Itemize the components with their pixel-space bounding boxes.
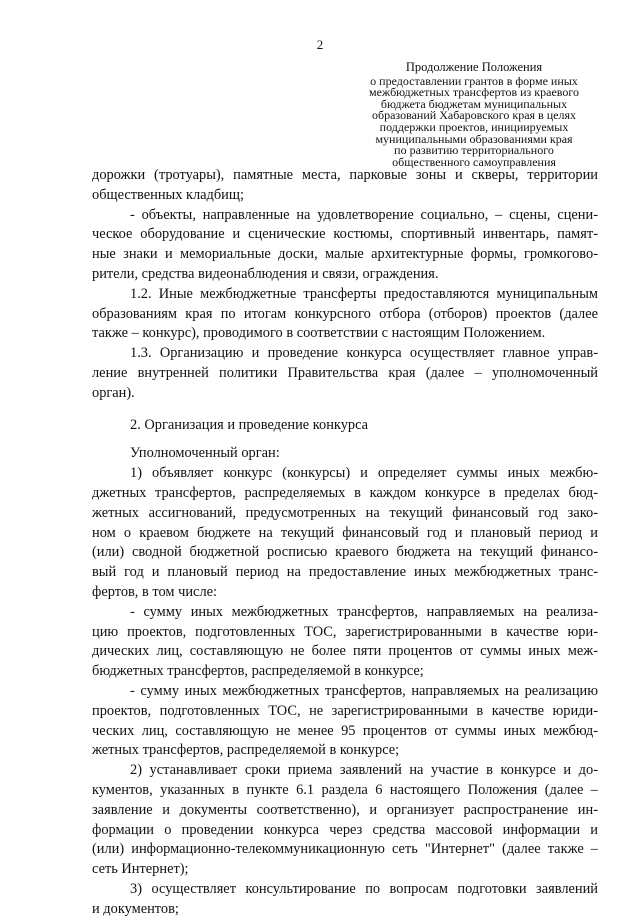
paragraph-line: - объекты, направленные на удовлетворение социально, – сцены, сцени-: [130, 206, 598, 223]
document-header: [348, 62, 600, 168]
paragraph-line: проектов, подготовленных ТОС, не зарегистрированными в качестве юриди-: [92, 702, 598, 719]
paragraph: [92, 344, 598, 403]
header-title: Продолжение Положения: [405, 60, 543, 74]
paragraph-line: и документов;: [92, 900, 179, 917]
header-line: о предоставлении грантов в форме иных: [370, 73, 578, 88]
paragraph-line: 1.3. Организацию и проведение конкурса осуществляет главное управ-: [130, 345, 598, 362]
paragraph-line: дических лиц, составляющую не более пяти процентов от суммы иных меж-: [92, 643, 598, 660]
paragraph-line: образованиям края по итогам конкурсного отбора (отборов) проектов (далее: [92, 305, 598, 322]
header-line: общественного самоуправления: [392, 154, 556, 169]
page-number: 2: [316, 37, 324, 52]
header-line: образований Хабаровского края в целях: [372, 108, 576, 123]
paragraph-line: 1) объявляет конкурс (конкурсы) и определяет суммы иных межбю-: [130, 465, 598, 482]
paragraph-line: дорожки (тротуары), памятные места, парковые зоны и скверы, территории: [92, 167, 598, 183]
paragraph-line: заявление и документы соответственно), и организует распространение ин-: [92, 801, 598, 818]
paragraph-line: ные знаки и мемориальные доски, малые архитектурные формы, громкогово-: [92, 246, 598, 263]
paragraph-line: общественных кладбищ;: [92, 186, 244, 203]
header-line: межбюджетных трансфертов из краевого: [369, 85, 579, 100]
paragraph-line: (или) информационно-телекоммуникационную сеть "Интернет" (далее также –: [92, 841, 598, 858]
paragraph-line: 3) осуществляет консультирование по вопросам подготовки заявлений: [130, 880, 598, 897]
paragraph-line: формации о проведении конкурса через средства массовой информации и: [92, 821, 598, 838]
paragraph-line: вый год и плановый период на предоставление иных межбюджетных транс-: [92, 564, 598, 581]
paragraph: [92, 880, 598, 919]
document-body: [92, 166, 598, 919]
paragraph: [92, 682, 598, 761]
paragraph-line: жетных трансфертов, распределяемой в конкурсе;: [92, 742, 400, 759]
paragraph-line: также – конкурс), проводимого в соответствии с настоящим Положением.: [92, 325, 546, 342]
paragraph: [92, 603, 598, 682]
header-line: муниципальными образованиями края: [375, 131, 573, 146]
paragraph-line: ческое оборудование и сценические костюмы, спортивный инвентарь, памят-: [92, 226, 598, 243]
header-line: поддержки проектов, инициируемых: [379, 119, 569, 134]
paragraph-line: кументов, указанных в пункте 6.1 раздела 6 настоящего Положения (далее –: [92, 781, 598, 798]
paragraph-line: 1.2. Иные межбюджетные трансферты предоставляются муниципальным: [130, 285, 598, 302]
paragraph-line: ческих лиц, составляющую не менее 95 процентов от суммы иных межбюд-: [92, 722, 598, 739]
paragraph-line: сеть Интернет);: [92, 861, 189, 878]
paragraph-line: ление внутренней политики Правительства края (далее – уполномоченный: [92, 364, 598, 381]
paragraph-line: фертов, в том числе:: [92, 583, 218, 600]
paragraph-line: Уполномоченный орган:: [130, 445, 280, 462]
paragraph: [92, 444, 598, 464]
paragraph-line: - сумму иных межбюджетных трансфертов, направляемых на реализацию: [130, 682, 598, 699]
paragraph-line: - сумму иных межбюджетных трансфертов, направляемых на реализа-: [130, 603, 598, 620]
paragraph-line: джетных трансфертов, распределяемых в каждом конкурсе в пределах бюд-: [92, 484, 598, 501]
paragraph-line: 2) устанавливает сроки приема заявлений на участие в конкурсе и до-: [130, 762, 598, 779]
paragraph: [92, 464, 598, 603]
paragraph-line: цию проектов, подготовленных ТОС, зарегистрированными в качестве юри-: [92, 623, 598, 640]
header-line: бюджета бюджетам муниципальных: [380, 96, 568, 111]
paragraph: [92, 206, 598, 285]
paragraph: [92, 166, 598, 206]
paragraph-line: жетных ассигнований, предусмотренных на текущий финансовый год зако-: [92, 504, 598, 521]
paragraph: [92, 285, 598, 344]
paragraph-line: бюджетных трансфертов, распределяемой в конкурсе;: [92, 663, 424, 680]
paragraph-line: (или) сводной бюджетной росписью краевого бюджета на текущий финансо-: [92, 544, 598, 561]
paragraph-line: орган).: [92, 384, 135, 401]
section-heading: 2. Организация и проведение конкурса: [130, 416, 369, 433]
paragraph-line: рители, средства видеонаблюдения и связи, ограждения.: [92, 265, 439, 282]
paragraph-line: ном о краевом бюджете на текущий финансовый год и плановый период и: [92, 524, 598, 541]
header-line: по развитию территориального: [394, 143, 554, 158]
paragraph: [92, 761, 598, 880]
